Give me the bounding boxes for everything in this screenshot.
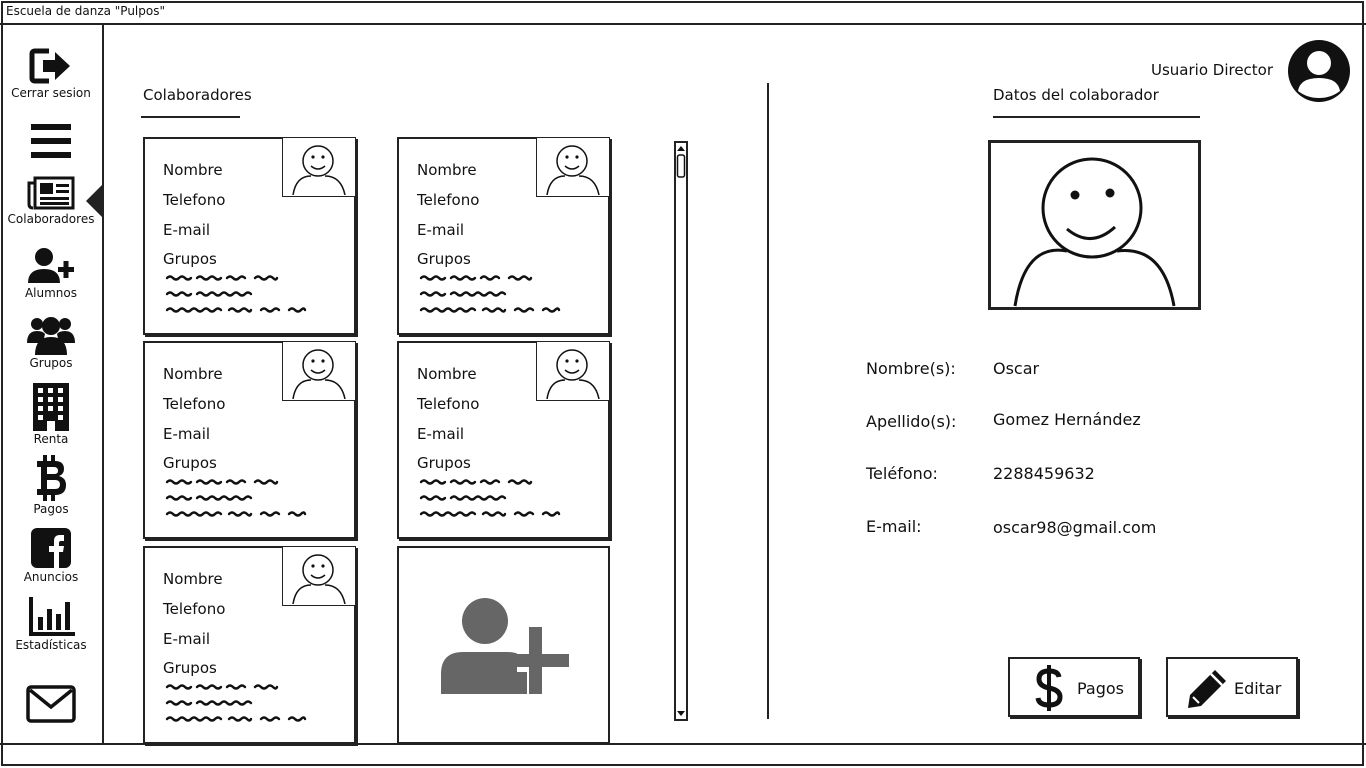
- sidebar-item-label: Alumnos: [24, 286, 78, 300]
- dollar-icon: [1034, 665, 1064, 711]
- sidebar-item-label: Estadísticas: [15, 638, 87, 652]
- scrollbar-glyphs: [676, 143, 686, 719]
- field-groups-label: Grupos: [163, 659, 217, 677]
- sidebar-item-menu[interactable]: [0, 122, 102, 160]
- sign-out-icon: [29, 47, 73, 85]
- field-groups-label: Grupos: [417, 454, 471, 472]
- user-avatar-icon[interactable]: [1286, 38, 1352, 104]
- add-collaborator-card[interactable]: [397, 546, 610, 744]
- add-user-icon: [439, 596, 571, 696]
- field-value-email: oscar98@gmail.com: [993, 518, 1157, 537]
- person-placeholder-icon: [991, 143, 1198, 307]
- field-email-label: E-mail: [417, 425, 465, 443]
- users-icon: [26, 313, 76, 355]
- placeholder-text-scribble: [165, 477, 315, 521]
- card-photo: [282, 137, 356, 197]
- title-bar: [0, 0, 1366, 25]
- placeholder-text-scribble: [419, 477, 569, 521]
- placeholder-text-scribble: [165, 682, 315, 726]
- field-label-firstname: Nombre(s):: [866, 359, 956, 378]
- window-title: Escuela de danza "Pulpos": [6, 4, 165, 18]
- sidebar-item-students[interactable]: [0, 247, 102, 300]
- details-title-underline: [993, 116, 1200, 118]
- field-value-phone: 2288459632: [993, 464, 1095, 483]
- person-placeholder-icon: [283, 342, 354, 399]
- details-title: Datos del colaborador: [993, 86, 1159, 104]
- sidebar-item-payments[interactable]: [0, 455, 102, 516]
- user-role-label: Usuario Director: [1151, 61, 1274, 79]
- collaborator-photo: [988, 140, 1201, 310]
- payments-button[interactable]: [1008, 657, 1140, 717]
- field-name-label: Nombre: [163, 570, 223, 588]
- active-indicator: [86, 183, 104, 219]
- pencil-icon: [1186, 668, 1228, 710]
- card-photo: [282, 341, 356, 401]
- edit-button[interactable]: [1166, 657, 1298, 717]
- newspaper-icon: [26, 175, 76, 211]
- collaborator-card[interactable]: [143, 546, 356, 744]
- list-scrollbar[interactable]: [674, 141, 688, 721]
- card-photo: [282, 546, 356, 606]
- menu-icon: [29, 122, 73, 160]
- field-phone-label: Telefono: [417, 395, 480, 413]
- field-name-label: Nombre: [417, 365, 477, 383]
- card-photo: [536, 137, 610, 197]
- collaborator-card[interactable]: [143, 341, 356, 539]
- sidebar-item-label: Pagos: [33, 502, 69, 516]
- collaborator-card[interactable]: [397, 341, 610, 539]
- sidebar-item-label: Cerrar sesion: [11, 86, 91, 100]
- section-title: Colaboradores: [143, 86, 252, 104]
- collaborator-card[interactable]: [143, 137, 356, 335]
- field-name-label: Nombre: [163, 161, 223, 179]
- sidebar-item-label: Renta: [33, 432, 69, 446]
- field-phone-label: Telefono: [417, 191, 480, 209]
- field-phone-label: Telefono: [163, 600, 226, 618]
- envelope-icon: [26, 685, 76, 723]
- field-email-label: E-mail: [417, 221, 465, 239]
- placeholder-text-scribble: [165, 273, 315, 317]
- panel-divider: [767, 83, 769, 719]
- field-name-label: Nombre: [163, 365, 223, 383]
- bar-chart-icon: [27, 597, 75, 637]
- field-value-firstname: Oscar: [993, 359, 1040, 378]
- field-label-phone: Teléfono:: [866, 464, 938, 483]
- field-value-lastname: Gomez Hernández: [993, 410, 1141, 429]
- field-phone-label: Telefono: [163, 395, 226, 413]
- sidebar: [0, 25, 104, 744]
- placeholder-text-scribble: [419, 273, 569, 317]
- person-placeholder-icon: [283, 547, 354, 604]
- field-groups-label: Grupos: [163, 250, 217, 268]
- sidebar-item-rent[interactable]: [0, 383, 102, 446]
- sidebar-item-label: Colaboradores: [7, 212, 95, 226]
- sidebar-item-groups[interactable]: [0, 313, 102, 370]
- payments-button-label: Pagos: [1077, 679, 1125, 698]
- field-groups-label: Grupos: [163, 454, 217, 472]
- sidebar-item-logout[interactable]: [0, 47, 102, 100]
- collaborator-card[interactable]: [397, 137, 610, 335]
- user-plus-icon: [26, 247, 76, 285]
- sidebar-item-messages[interactable]: [0, 685, 102, 723]
- field-email-label: E-mail: [163, 630, 211, 648]
- edit-button-label: Editar: [1234, 679, 1282, 698]
- sidebar-item-ads[interactable]: [0, 527, 102, 584]
- field-label-lastname: Apellido(s):: [866, 412, 957, 431]
- facebook-icon: [30, 527, 72, 569]
- sidebar-item-label: Grupos: [29, 356, 73, 370]
- field-phone-label: Telefono: [163, 191, 226, 209]
- field-label-email: E-mail:: [866, 517, 922, 536]
- bitcoin-icon: [31, 455, 71, 501]
- person-placeholder-icon: [537, 342, 608, 399]
- building-icon: [31, 383, 71, 431]
- field-name-label: Nombre: [417, 161, 477, 179]
- field-email-label: E-mail: [163, 221, 211, 239]
- sidebar-item-stats[interactable]: [0, 597, 102, 652]
- person-placeholder-icon: [537, 138, 608, 195]
- field-groups-label: Grupos: [417, 250, 471, 268]
- section-title-underline: [141, 116, 240, 118]
- field-email-label: E-mail: [163, 425, 211, 443]
- person-placeholder-icon: [283, 138, 354, 195]
- card-photo: [536, 341, 610, 401]
- sidebar-item-label: Anuncios: [23, 570, 79, 584]
